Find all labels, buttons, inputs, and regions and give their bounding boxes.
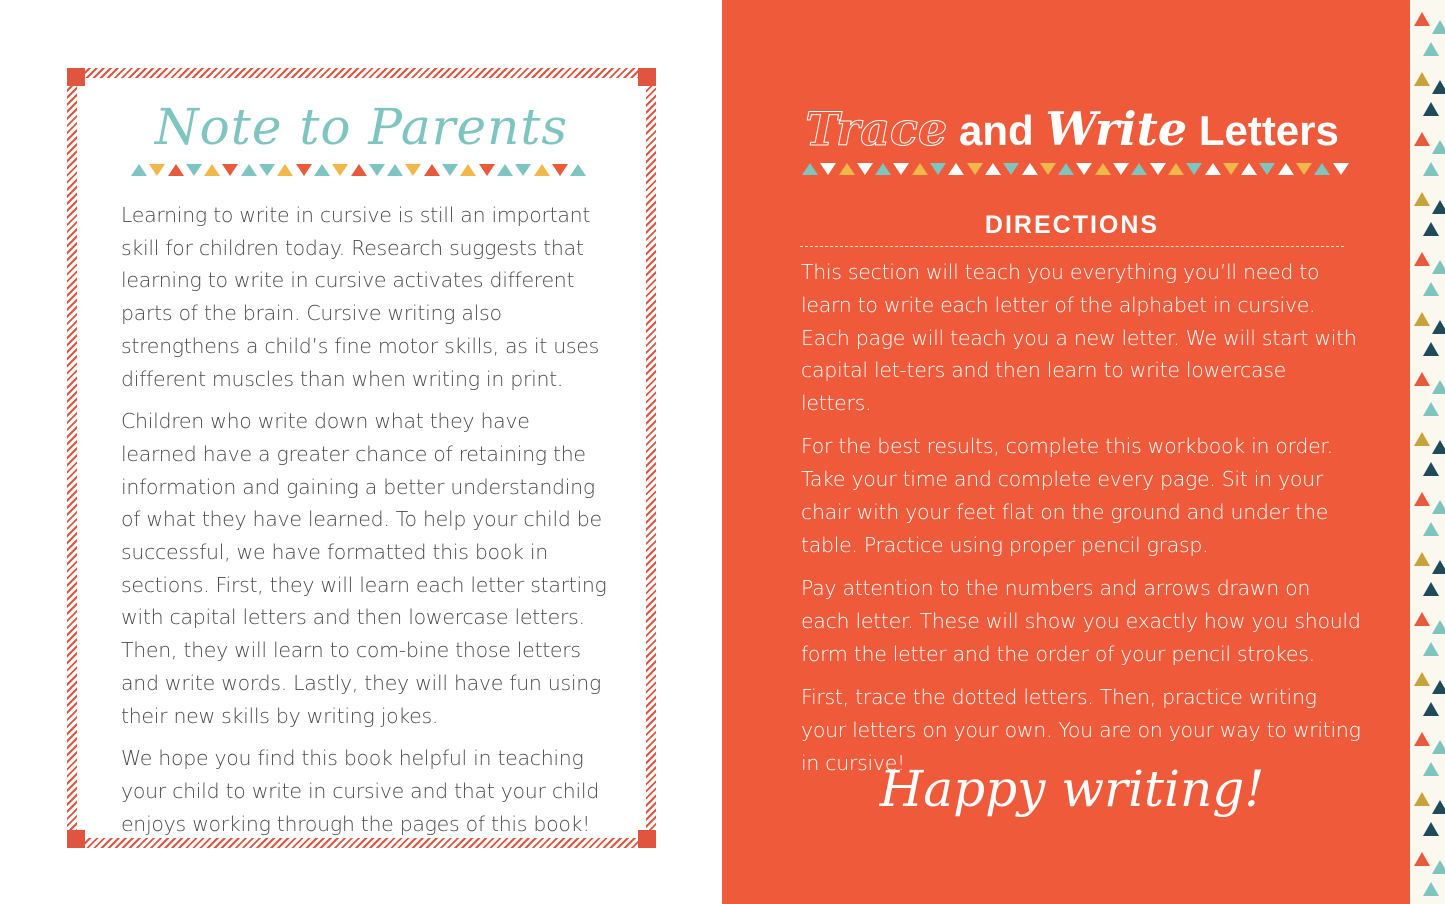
triangle-decoration (1423, 522, 1439, 536)
right-page (722, 0, 1410, 904)
triangle-decoration (1432, 320, 1445, 334)
triangle-decoration (1423, 582, 1439, 596)
triangle-decoration (1333, 163, 1349, 175)
paragraph: Children who write down what they have learned have a greater chance of retaining the information and gaining a better understanding of what they have learned. To help your child be successful, we have formatted this book in sections. First, they will learn each letter starting with capital letters and then lowercase letters. Then, they will learn to com-bine those letters and write words. Lastly, they will have fun using their new skills by writing jokes. (121, 409, 607, 728)
triangle-decoration (1168, 163, 1184, 175)
triangle-decoration (1432, 440, 1445, 454)
paragraph: For the best results, complete this workbook in order. Take your time and complete every page. Sit in your chair with your feet flat on the ground and under the table. Practice using proper pencil grasp. (801, 434, 1333, 557)
left-body-text (121, 199, 611, 850)
paragraph: We hope you find this book helpful in teaching your child to write in cursive and that your child enjoys working through the pages of this book! (121, 746, 599, 836)
triangle-decoration (1003, 163, 1019, 175)
triangle-decoration (570, 164, 586, 176)
triangle-decoration (1423, 282, 1439, 296)
triangle-decoration (839, 163, 855, 175)
paragraph: Pay attention to the numbers and arrows drawn on each letter. These will show you exactly how you should form the letter and the order of your pencil strokes. (801, 576, 1361, 666)
triangle-decoration (168, 164, 184, 176)
triangle-decoration (186, 164, 202, 176)
triangle-decoration (1296, 163, 1312, 175)
triangle-decoration (1432, 80, 1445, 94)
triangle-decoration (1414, 72, 1430, 86)
triangle-decoration (1432, 200, 1445, 214)
triangle-decoration (369, 164, 385, 176)
triangle-decoration (1223, 163, 1239, 175)
triangle-decoration (1314, 163, 1330, 175)
triangle-decoration (241, 164, 257, 176)
triangle-decoration (820, 163, 836, 175)
triangle-decoration (1432, 260, 1445, 274)
triangle-decoration (1423, 762, 1439, 776)
directions-heading: DIRECTIONS (984, 211, 1160, 239)
triangle-decoration (1414, 312, 1430, 326)
triangle-decoration (1414, 612, 1430, 626)
triangle-border (131, 164, 588, 176)
triangle-decoration (1423, 462, 1439, 476)
triangle-decoration (912, 163, 928, 175)
triangle-decoration (149, 164, 165, 176)
triangle-decoration (1414, 852, 1430, 866)
triangle-decoration (1278, 163, 1294, 175)
dashed-divider (800, 246, 1344, 247)
directions-text (801, 256, 1361, 790)
triangle-decoration (1040, 163, 1056, 175)
triangle-decoration (1432, 800, 1445, 814)
triangle-decoration (460, 164, 476, 176)
triangle-decoration (442, 164, 458, 176)
triangle-decoration (1432, 560, 1445, 574)
triangle-decoration (1423, 822, 1439, 836)
closing-text: Happy writing! (879, 760, 1265, 818)
triangle-decoration (497, 164, 513, 176)
triangle-decoration (351, 164, 367, 176)
triangle-decoration (1058, 163, 1074, 175)
triangle-decoration (1423, 402, 1439, 416)
triangle-decoration (1241, 163, 1257, 175)
triangle-decoration (1432, 500, 1445, 514)
triangle-decoration (1423, 882, 1439, 896)
triangle-decoration (1076, 163, 1092, 175)
triangle-decoration (1414, 372, 1430, 386)
triangle-decoration (204, 164, 220, 176)
triangle-decoration (1414, 552, 1430, 566)
triangle-decoration (1423, 222, 1439, 236)
triangle-decoration (948, 163, 964, 175)
title-write-word: Write (1045, 102, 1188, 156)
triangle-decoration (1414, 12, 1430, 26)
page-title (722, 102, 1422, 156)
triangle-decoration (1423, 162, 1439, 176)
triangle-decoration (930, 163, 946, 175)
title-word: Letters (1187, 107, 1339, 154)
triangle-decoration (1186, 163, 1202, 175)
triangle-decoration (131, 164, 147, 176)
triangle-decoration (875, 163, 891, 175)
triangle-decoration (1432, 620, 1445, 634)
triangle-decoration (1414, 252, 1430, 266)
frame-corner (67, 830, 85, 848)
triangle-decoration (1423, 342, 1439, 356)
triangle-decoration (552, 164, 568, 176)
triangle-decoration (314, 164, 330, 176)
triangle-decoration (1432, 860, 1445, 874)
frame-corner (638, 830, 656, 848)
paragraph: Learning to write in cursive is still an important skill for children today. Research suggests that learning to write in cursive activates different parts of the brain. Cursive writing also strengthens a child’s fine motor skills, as it uses different muscles than when writing in print. (121, 203, 599, 391)
paragraph: First, trace the dotted letters. Then, practice writing your letters on your own. You are on your way to writing in cursive! (801, 685, 1361, 775)
triangle-decoration (1432, 740, 1445, 754)
triangle-decoration (534, 164, 550, 176)
edge-pattern-strip (1410, 0, 1445, 904)
triangle-decoration (515, 164, 531, 176)
triangle-decoration (1414, 432, 1430, 446)
triangle-decoration (332, 164, 348, 176)
triangle-decoration (1414, 492, 1430, 506)
triangle-decoration (1414, 732, 1430, 746)
triangle-decoration (1131, 163, 1147, 175)
title-trace-word: Trace (805, 102, 948, 156)
triangle-decoration (277, 164, 293, 176)
triangle-decoration (259, 164, 275, 176)
triangle-decoration (222, 164, 238, 176)
triangle-decoration (296, 164, 312, 176)
triangle-decoration (802, 163, 818, 175)
triangle-decoration (1432, 140, 1445, 154)
triangle-decoration (479, 164, 495, 176)
triangle-decoration (1423, 102, 1439, 116)
triangle-decoration (1432, 680, 1445, 694)
triangle-border (802, 163, 1351, 175)
triangle-decoration (1259, 163, 1275, 175)
triangle-decoration (1432, 380, 1445, 394)
triangle-decoration (1095, 163, 1111, 175)
triangle-decoration (985, 163, 1001, 175)
triangle-decoration (967, 163, 983, 175)
triangle-decoration (1423, 642, 1439, 656)
triangle-decoration (1423, 42, 1439, 56)
triangle-decoration (424, 164, 440, 176)
triangle-decoration (1414, 792, 1430, 806)
triangle-decoration (387, 164, 403, 176)
page-title: Note to Parents (154, 98, 569, 156)
triangle-decoration (1205, 163, 1221, 175)
frame-corner (67, 68, 85, 86)
triangle-decoration (1414, 192, 1430, 206)
paragraph: This section will teach you everything you’ll need to learn to write each letter of the alphabet in cursive. Each page will teach you a new letter. We will start with capital let-ters and then learn to write lowercase letters. (801, 260, 1357, 416)
title-word: and (947, 107, 1046, 154)
triangle-decoration (893, 163, 909, 175)
triangle-decoration (1150, 163, 1166, 175)
triangle-decoration (1423, 702, 1439, 716)
triangle-decoration (1432, 20, 1445, 34)
frame-corner (638, 68, 656, 86)
triangle-decoration (1113, 163, 1129, 175)
triangle-decoration (857, 163, 873, 175)
triangle-decoration (1414, 672, 1430, 686)
triangle-decoration (405, 164, 421, 176)
triangle-decoration (1022, 163, 1038, 175)
left-page (0, 0, 722, 904)
triangle-decoration (1414, 132, 1430, 146)
